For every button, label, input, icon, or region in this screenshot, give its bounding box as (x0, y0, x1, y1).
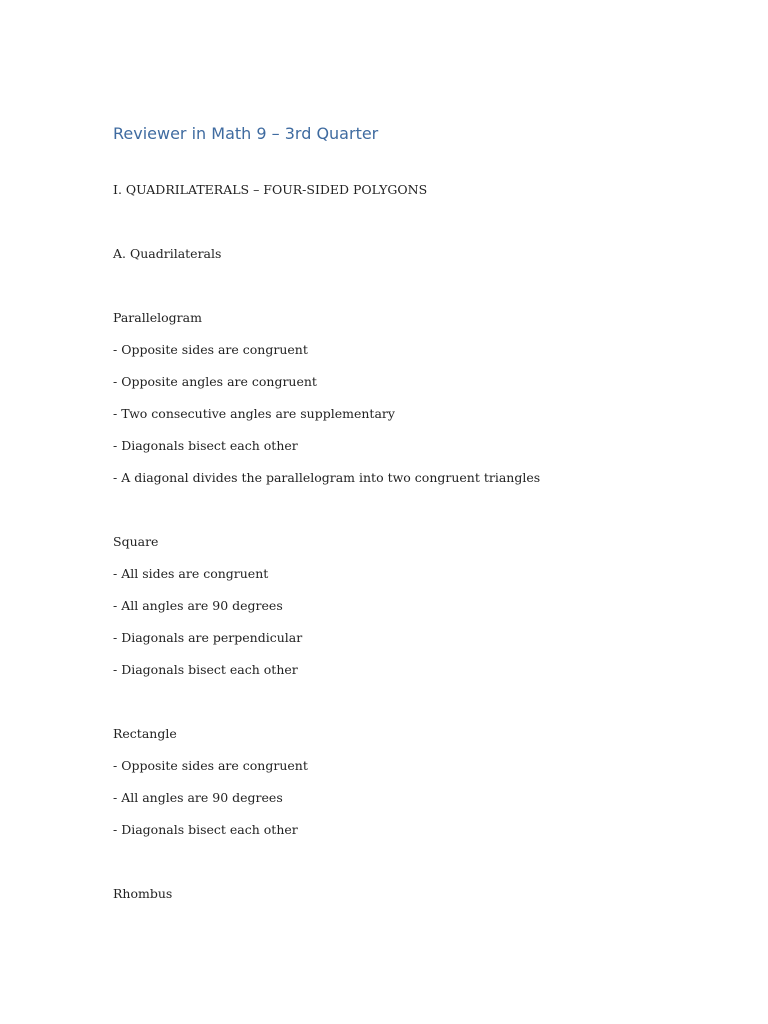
property-item: - All angles are 90 degrees (113, 790, 283, 805)
section-heading: I. QUADRILATERALS – FOUR-SIDED POLYGONS (113, 182, 428, 197)
property-item: - Diagonals are perpendicular (113, 630, 303, 645)
shape-heading-square: Square (113, 534, 159, 549)
property-item: - All sides are congruent (113, 566, 269, 581)
property-item: - Diagonals bisect each other (113, 438, 298, 453)
shape-heading-rectangle: Rectangle (113, 726, 177, 741)
property-item: - Two consecutive angles are supplementary (113, 406, 395, 421)
property-item: - Diagonals bisect each other (113, 822, 298, 837)
property-item: - All angles are 90 degrees (113, 598, 283, 613)
property-item: - Diagonals bisect each other (113, 662, 298, 677)
subsection-heading: A. Quadrilaterals (113, 246, 222, 261)
property-item: - Opposite sides are congruent (113, 342, 308, 357)
document-title: Reviewer in Math 9 – 3rd Quarter (113, 124, 379, 143)
shape-heading-parallelogram: Parallelogram (113, 310, 202, 325)
shape-heading-rhombus: Rhombus (113, 886, 173, 901)
property-item: - Opposite angles are congruent (113, 374, 317, 389)
property-item: - Opposite sides are congruent (113, 758, 308, 773)
property-item: - A diagonal divides the parallelogram into two congruent triangles (113, 470, 541, 485)
